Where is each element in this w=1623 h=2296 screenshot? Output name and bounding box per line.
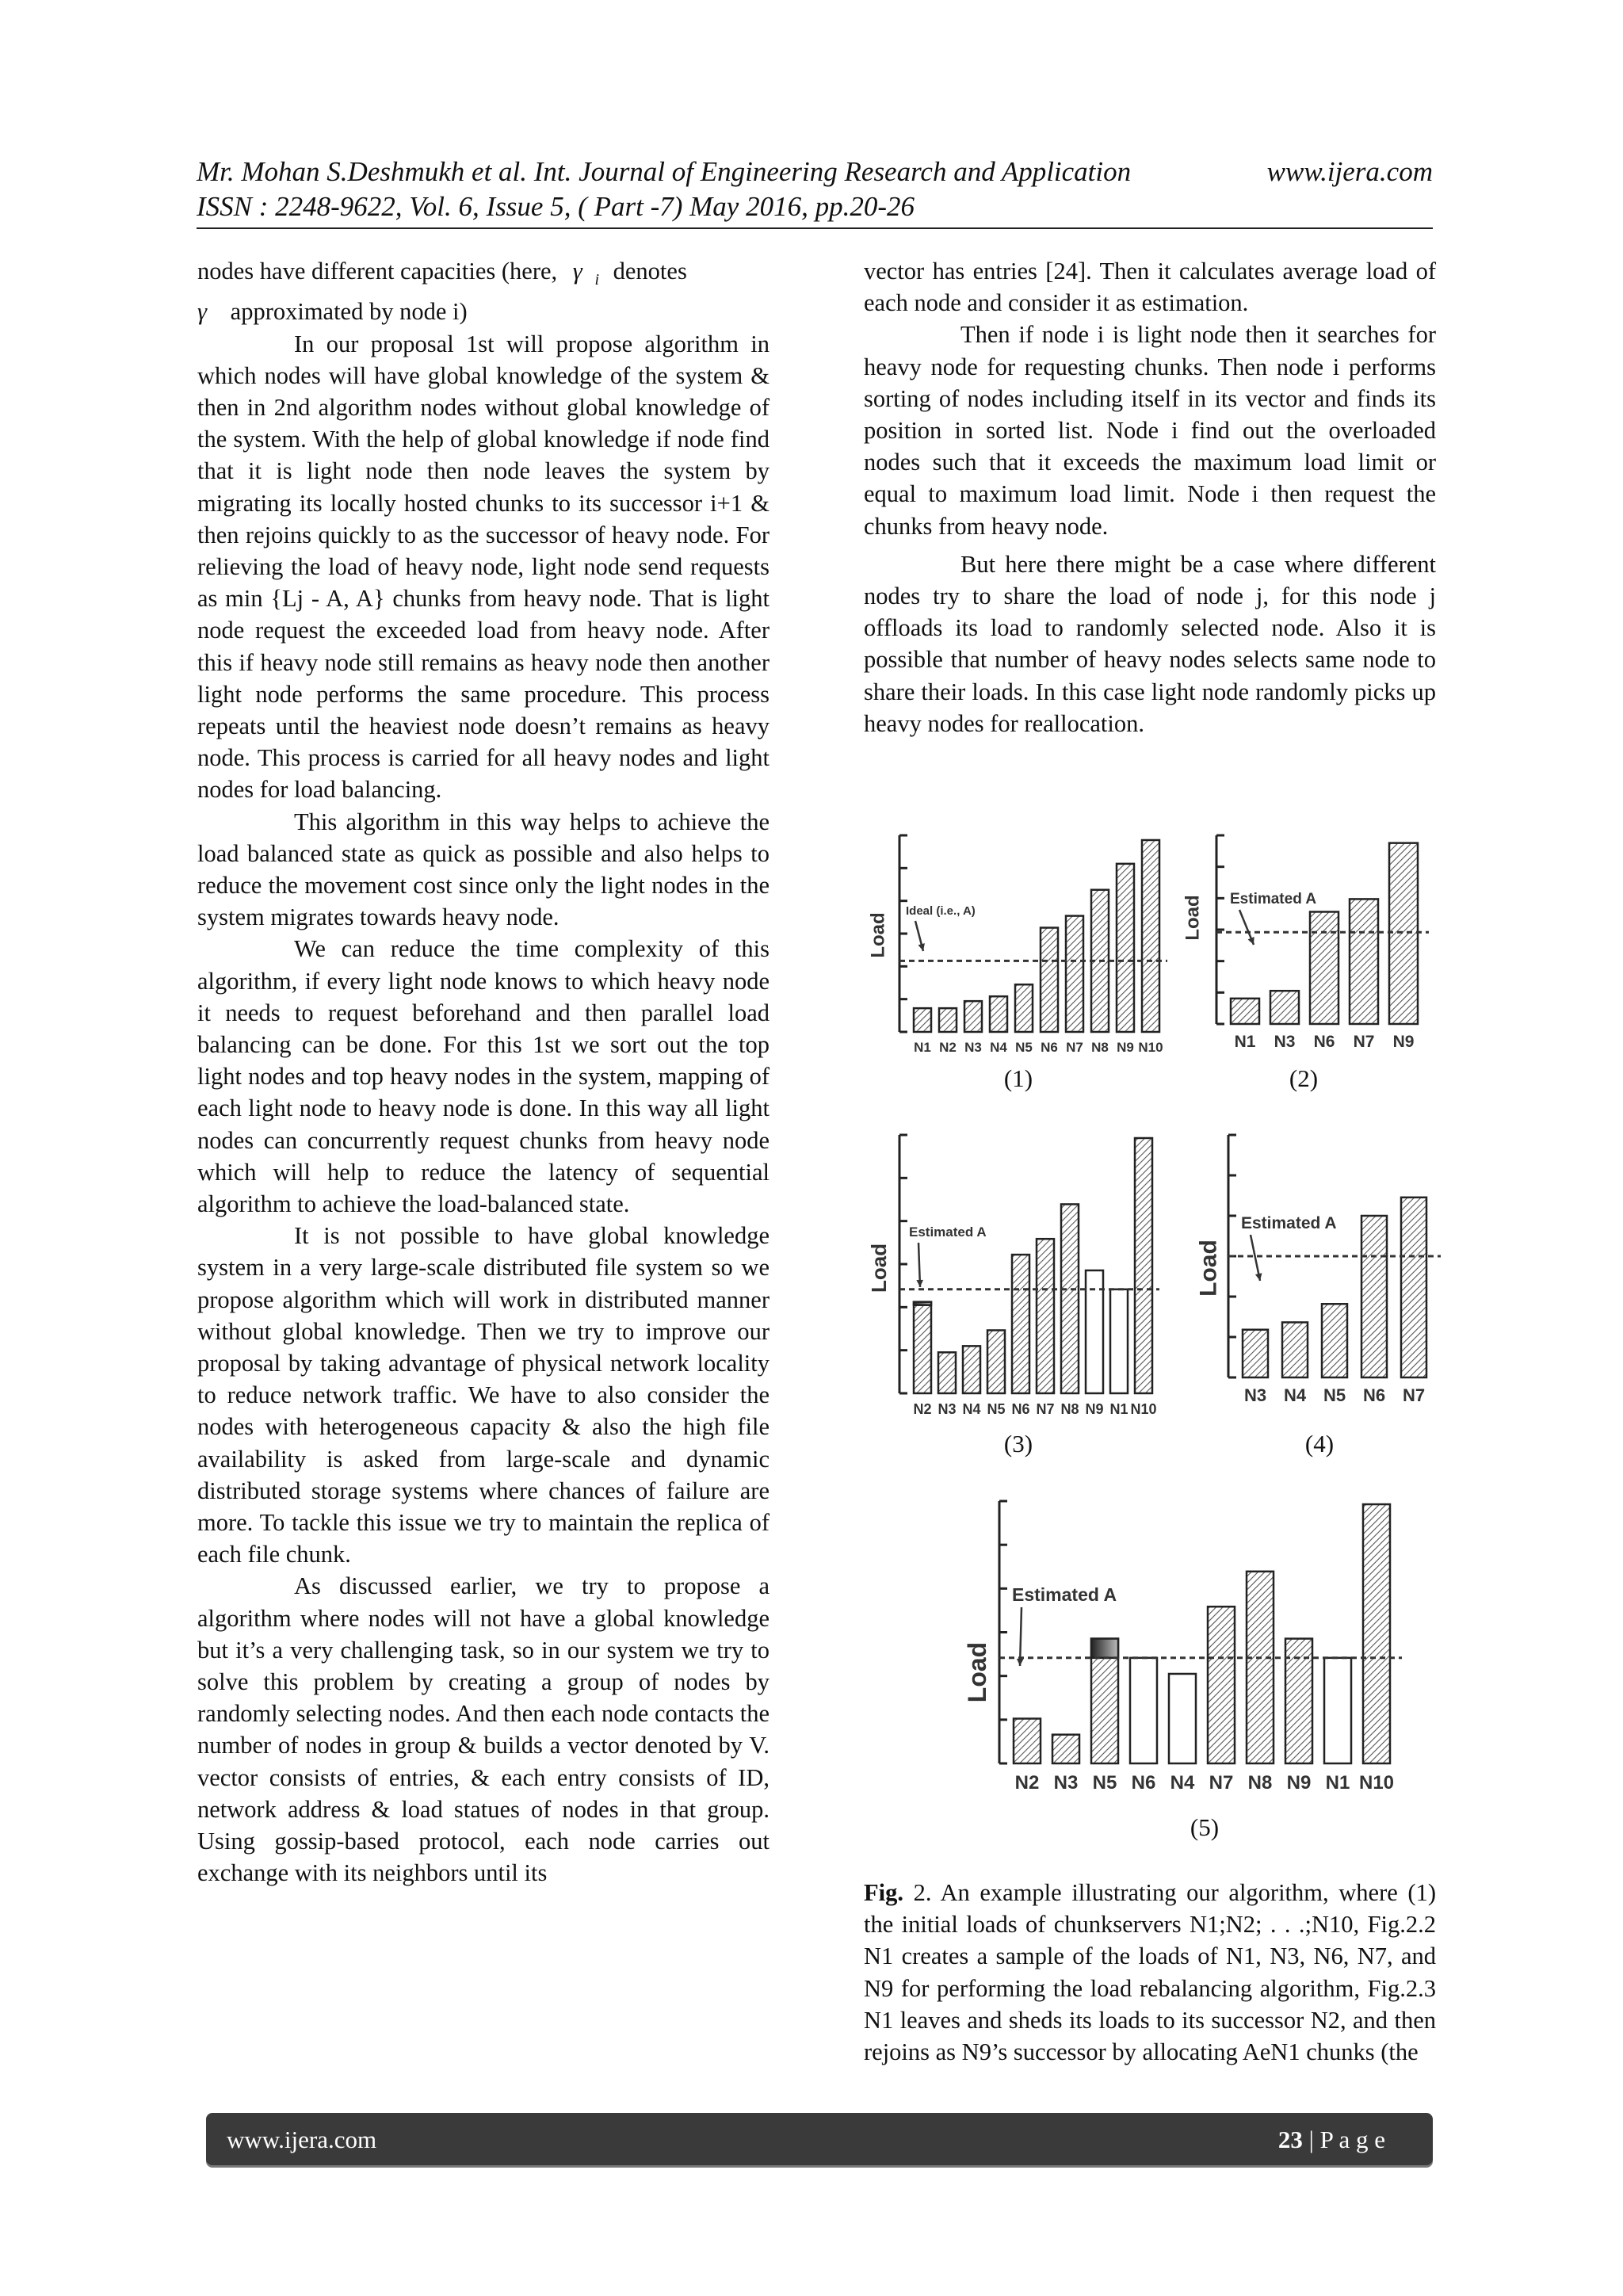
x-tick-label: N6 bbox=[1313, 1033, 1335, 1051]
left-column bbox=[197, 255, 769, 1889]
bar-n1 bbox=[1231, 999, 1259, 1024]
bar-n10 bbox=[1142, 840, 1159, 1032]
y-axis-label: Load bbox=[1182, 895, 1204, 941]
bar-n6 bbox=[1012, 1255, 1029, 1393]
y-axis-label: Load bbox=[867, 912, 889, 958]
right-column bbox=[864, 255, 1436, 739]
x-tick-label: N8 bbox=[1060, 1401, 1079, 1417]
chart-group bbox=[867, 1135, 1159, 1417]
bar-chart-panel-4 bbox=[1197, 1125, 1450, 1431]
journal-url[interactable]: www.ijera.com bbox=[1266, 156, 1433, 187]
x-tick-label: N7 bbox=[1209, 1772, 1234, 1794]
paragraph: This algorithm in this way helps to achieve the load balanced state as quick as possible and also helps to reduce the movement cost since only the light nodes in the system migrates towards heavy node. bbox=[197, 808, 769, 931]
x-tick-label: N6 bbox=[1131, 1772, 1156, 1794]
paragraph: It is not possible to have global knowledge system in a very large-scale distributed file system so we propose algorithm which will work in distributed manner without global knowledge. Then we try to improve our proposal by taking advantage of physical network locality to reduce network traffic. We have to also consider the nodes with heterogeneous capacity & also the high file availability is asked from large-scale and dynamic distributed storage systems where chances of failure are more. To tackle this issue we try to maintain the replica of each file chunk. bbox=[197, 1222, 769, 1568]
reference-annotation: Estimated A bbox=[1230, 891, 1317, 907]
bar-n4 bbox=[1282, 1322, 1308, 1377]
paragraph: As discussed earlier, we try to propose a algorithm where nodes will not have a global knowledge but it’s a very challenging task, so in our system we try to solve this problem by creating a group of nodes by randomly selecting nodes. And then each node contacts the number of nodes in group & builds a vector denoted by V. vector consists of entries, & each entry consists of ID, network address & load statues of nodes in that group. Using gossip-based protocol, each node carries out exchange with its neighbors until its bbox=[197, 1572, 769, 1887]
header-rule bbox=[197, 227, 1433, 229]
bar-n3 bbox=[1052, 1735, 1079, 1763]
figure-panel-4 bbox=[1197, 1125, 1450, 1431]
x-tick-label: N5 bbox=[1323, 1385, 1346, 1405]
bar-n7 bbox=[1401, 1198, 1426, 1377]
x-tick-label: N4 bbox=[1283, 1385, 1307, 1405]
x-tick-label: N6 bbox=[1011, 1401, 1030, 1417]
x-tick-label: N9 bbox=[1392, 1033, 1415, 1051]
intro-line: nodes have different capacities (here, γ $_i$ denotes bbox=[197, 258, 687, 289]
x-tick-label: N9 bbox=[1085, 1401, 1104, 1417]
bar-n7 bbox=[1208, 1606, 1235, 1763]
bar-chart-panel-2 bbox=[1181, 824, 1426, 1070]
bar-n3 bbox=[938, 1352, 956, 1393]
bar-n10 bbox=[1363, 1504, 1390, 1763]
x-tick-label: N8 bbox=[1247, 1772, 1273, 1794]
x-tick-label: N9 bbox=[1117, 1040, 1134, 1055]
bar-n8 bbox=[1247, 1572, 1274, 1763]
x-tick-label: N4 bbox=[962, 1401, 981, 1417]
chart-group bbox=[1182, 835, 1429, 1051]
figure-panel-5 bbox=[963, 1490, 1407, 1823]
bar-chart-panel-3 bbox=[868, 1125, 1169, 1431]
paragraph: Then if node i is light node then it searches for heavy node for requesting chunks. Then node i performs sorting of nodes including itself in its vector and finds its position in sorted list. Node i find out the overloaded nodes such that it exceeds the maximum load limit or equal to maximum load limit. Node i then request the chunks from heavy node. bbox=[864, 321, 1436, 540]
x-tick-label: N5 bbox=[987, 1401, 1006, 1417]
reference-annotation: Estimated A bbox=[1012, 1584, 1117, 1605]
figure-panel-1 bbox=[868, 824, 1161, 1070]
x-tick-label: N3 bbox=[1053, 1772, 1079, 1794]
y-axis-label: Load bbox=[963, 1641, 992, 1703]
x-tick-label: N7 bbox=[1066, 1040, 1083, 1055]
bar-n6 bbox=[1361, 1216, 1387, 1377]
x-tick-label: N9 bbox=[1286, 1772, 1312, 1794]
bar-n3 bbox=[1270, 991, 1299, 1024]
bar-n7 bbox=[1350, 899, 1378, 1024]
x-tick-label: N5 bbox=[1092, 1772, 1117, 1794]
x-tick-label: N4 bbox=[1170, 1772, 1195, 1794]
shed-load-block bbox=[1091, 1639, 1118, 1658]
x-tick-label: N3 bbox=[1243, 1385, 1267, 1405]
paragraph: We can reduce the time complexity of this algorithm, if every light node knows to which heavy node it needs to request beforehand and then parallel load balancing can be done. For this 1st we sort out the top light nodes and top heavy nodes in the system, mapping of each light node to heavy node is done. In this way all light nodes can concurrently request chunks from heavy node which will help to reduce the latency of sequential algorithm to achieve the load-balanced state. bbox=[197, 935, 769, 1217]
bar-n4 bbox=[990, 996, 1007, 1032]
chart-group bbox=[963, 1501, 1402, 1794]
intro-line-2: γ approximated by node i) bbox=[197, 298, 468, 326]
bar-n6 bbox=[1041, 928, 1058, 1032]
page-footer bbox=[206, 2113, 1433, 2165]
bar-n7 bbox=[1066, 916, 1083, 1032]
x-tick-label: N10 bbox=[1138, 1040, 1163, 1055]
bar-n5 bbox=[1322, 1304, 1347, 1377]
bar-n9 bbox=[1389, 843, 1418, 1024]
panel-label: (1) bbox=[1003, 1064, 1033, 1092]
panel-label: (5) bbox=[1190, 1813, 1220, 1841]
bar-chart-panel-1 bbox=[868, 824, 1161, 1070]
bar-n10 bbox=[1135, 1138, 1152, 1393]
running-header bbox=[197, 155, 1433, 189]
bar-n3 bbox=[964, 1001, 982, 1032]
arrow-head bbox=[1017, 1659, 1024, 1666]
shed-load-block bbox=[914, 1302, 931, 1305]
reference-annotation: Estimated A bbox=[909, 1224, 987, 1240]
x-tick-label: N1 bbox=[1234, 1033, 1256, 1051]
bar-n1 bbox=[914, 1008, 931, 1032]
x-tick-label: N1 bbox=[1325, 1772, 1350, 1794]
y-axis-label: Load bbox=[867, 1243, 892, 1293]
bar-chart-panel-5 bbox=[963, 1490, 1407, 1823]
figure-panel-3 bbox=[868, 1125, 1169, 1431]
panel-label: (4) bbox=[1304, 1430, 1335, 1457]
x-tick-label: N3 bbox=[1274, 1033, 1296, 1051]
bar-n3 bbox=[1243, 1330, 1268, 1377]
journal-citation: Mr. Mohan S.Deshmukh et al. Int. Journal of Engineering Research and Application bbox=[197, 156, 1132, 187]
chart-group bbox=[867, 835, 1167, 1055]
chart-group bbox=[1196, 1135, 1442, 1405]
bar-n2 bbox=[939, 1008, 957, 1032]
x-tick-label: N10 bbox=[1130, 1401, 1157, 1417]
x-tick-label: N2 bbox=[913, 1401, 932, 1417]
bar-n5 bbox=[1015, 984, 1033, 1032]
reference-annotation: Ideal (i.e., A) bbox=[906, 904, 976, 918]
bar-n6 bbox=[1310, 911, 1338, 1024]
bar-n8 bbox=[1061, 1204, 1079, 1393]
bar-n9 bbox=[1117, 864, 1134, 1032]
reference-annotation: Estimated A bbox=[1241, 1214, 1337, 1232]
bar-n1 bbox=[1110, 1289, 1128, 1393]
x-tick-label: N1 bbox=[1109, 1401, 1128, 1417]
y-axis-label: Load bbox=[1195, 1240, 1222, 1297]
x-tick-label: N7 bbox=[1402, 1385, 1426, 1405]
x-tick-label: N1 bbox=[914, 1040, 931, 1055]
bar-n1 bbox=[1324, 1658, 1351, 1763]
x-tick-label: N3 bbox=[964, 1040, 982, 1055]
subscript-i: i bbox=[594, 271, 600, 289]
arrow-head bbox=[916, 1280, 923, 1287]
issn-line: ISSN : 2248-9622, Vol. 6, Issue 5, ( Part -7) May 2016, pp.20-26 bbox=[197, 191, 915, 222]
x-tick-label: N6 bbox=[1362, 1385, 1386, 1405]
x-tick-label: N7 bbox=[1036, 1401, 1055, 1417]
x-tick-label: N10 bbox=[1358, 1772, 1395, 1794]
bar-n7 bbox=[1037, 1239, 1054, 1393]
bar-n4 bbox=[963, 1346, 980, 1393]
figure-caption: Fig. 2. An example illustrating our algorithm, where (1) the initial loads of chunkservers N1;N2; . . .;N10, Fig.2.2 N1 creates a sample of the loads of N1, N3, N6, N7, and N9 for performing the load rebalancing algorithm, Fig.2.3 N1 leaves and sheds its loads to its successor N2, and then rejoins as N9’s successor by allocating AeN1 chunks (the bbox=[864, 1879, 1436, 2066]
figure-panel-2 bbox=[1181, 824, 1426, 1070]
bar-n2 bbox=[914, 1302, 931, 1393]
x-tick-label: N2 bbox=[1014, 1772, 1040, 1794]
paragraph: In our proposal 1st will propose algorithm in which nodes will have global knowledge of the system & then in 2nd algorithm nodes without global knowledge of the system. With the help of global knowledge if node find that it is light node then node leaves the system by migrating its locally hosted chunks to its successor i+1 & then rejoins quickly to as the successor of heavy node. For relieving the load of heavy node, light node send requests as min {Lj - A, A} chunks from heavy node. That is light node request the exceeded load from heavy node. After this if heavy node still remains as heavy node then another light node performs the same procedure. This process repeats until the heaviest node doesn’t remains as heavy node. This process is carried for all heavy nodes and light nodes for load balancing. bbox=[197, 330, 769, 804]
bar-n6 bbox=[1130, 1658, 1157, 1763]
bar-n2 bbox=[1014, 1718, 1041, 1763]
panel-label: (3) bbox=[1003, 1430, 1033, 1457]
paragraph: But here there might be a case where different nodes try to share the load of node j, for this node j offloads its load to randomly selected node. Also it is possible that number of heavy nodes selects same node to share their loads. In this case light node randomly picks up heavy nodes for reallocation. bbox=[864, 550, 1436, 737]
panel-label: (2) bbox=[1289, 1064, 1319, 1092]
x-tick-label: N7 bbox=[1353, 1033, 1375, 1051]
gamma-symbol: γ bbox=[572, 258, 582, 285]
bar-n5 bbox=[987, 1330, 1005, 1393]
x-tick-label: N5 bbox=[1015, 1040, 1033, 1055]
x-tick-label: N8 bbox=[1091, 1040, 1109, 1055]
paragraph: vector has entries [24]. Then it calculates average load of each node and consider it as estimation. bbox=[864, 258, 1436, 317]
bar-n4 bbox=[1169, 1674, 1196, 1763]
arrow-head bbox=[1255, 1273, 1262, 1281]
footer-url[interactable]: www.ijera.com bbox=[227, 2126, 377, 2153]
x-tick-label: N4 bbox=[990, 1040, 1007, 1055]
gamma-symbol: γ bbox=[197, 298, 208, 326]
x-tick-label: N6 bbox=[1041, 1040, 1058, 1055]
x-tick-label: N3 bbox=[938, 1401, 957, 1417]
x-tick-label: N2 bbox=[939, 1040, 957, 1055]
page-number: 23 | P a g e bbox=[1277, 2126, 1385, 2153]
